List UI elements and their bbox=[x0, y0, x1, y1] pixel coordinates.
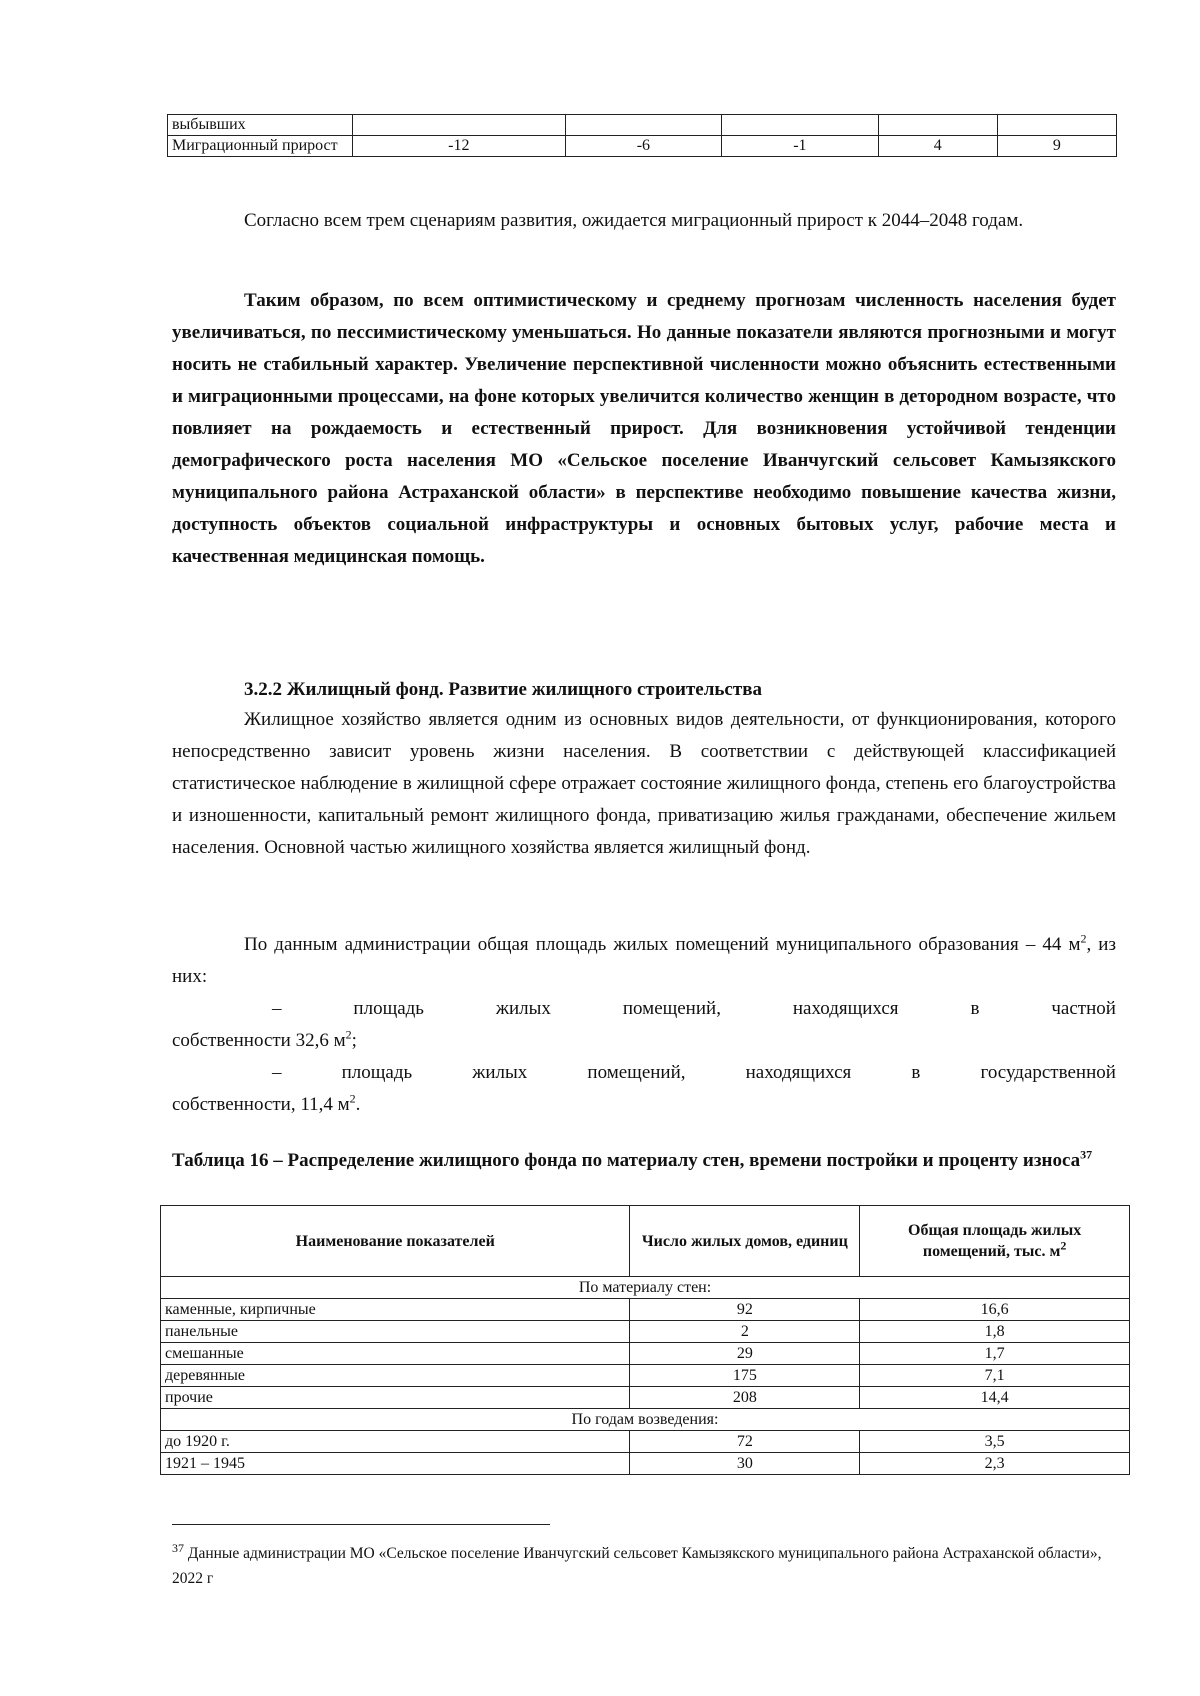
row-area: 7,1 bbox=[860, 1365, 1130, 1387]
row-area: 3,5 bbox=[860, 1431, 1130, 1453]
table-cell bbox=[997, 115, 1116, 136]
table-cell bbox=[353, 115, 566, 136]
total-area-text: По данным администрации общая площадь жилых помещений муниципального образования – 44 м bbox=[244, 934, 1081, 955]
section-label: По материалу стен: bbox=[161, 1277, 1130, 1299]
row-name: смешанные bbox=[161, 1343, 630, 1365]
row-label: Миграционный прирост bbox=[168, 136, 353, 157]
row-name: деревянные bbox=[161, 1365, 630, 1387]
list-word: жилых bbox=[472, 1062, 528, 1083]
column-header: Число жилых домов, единиц bbox=[630, 1206, 860, 1277]
row-label: выбывших bbox=[168, 115, 353, 136]
row-count: 29 bbox=[630, 1343, 860, 1365]
list-item bbox=[172, 1057, 1116, 1089]
migration-table bbox=[167, 114, 1117, 157]
superscript: 2 bbox=[1080, 931, 1087, 946]
row-count: 175 bbox=[630, 1365, 860, 1387]
paragraph-total-area bbox=[172, 929, 1116, 993]
table-row bbox=[161, 1343, 1130, 1365]
table-cell bbox=[878, 115, 997, 136]
footnote-text: Данные администрации МО «Сельское поселение Иванчугский сельсовет Камызякского муниципального района Астраханской области», 2022 г bbox=[172, 1545, 1102, 1587]
row-count: 2 bbox=[630, 1321, 860, 1343]
list-item bbox=[172, 993, 1116, 1025]
row-area: 1,7 bbox=[860, 1343, 1130, 1365]
superscript: 2 bbox=[345, 1027, 352, 1042]
row-name: панельные bbox=[161, 1321, 630, 1343]
table-cell bbox=[722, 115, 879, 136]
paragraph-housing: Жилищное хозяйство является одним из основных видов деятельности, от функционирования, которого непосредственно зависит уровень жизни населения. В соответствии с действующей классификацией статистическое наблюдение в жилищной сфере отражает состояние жилищного фонда, степень его благоустройства и изношенности, капитальный ремонт жилищного фонда, приватизацию жилья гражданами, обеспечение жильем населения. Основной частью жилищного хозяйства является жилищный фонд. bbox=[172, 709, 1116, 858]
table-row bbox=[161, 1299, 1130, 1321]
row-count: 208 bbox=[630, 1387, 860, 1409]
table-row bbox=[168, 115, 1117, 136]
row-area: 14,4 bbox=[860, 1387, 1130, 1409]
table-row bbox=[161, 1321, 1130, 1343]
table-row bbox=[161, 1365, 1130, 1387]
footnote bbox=[172, 1541, 1116, 1591]
total-area-tail: , из них: bbox=[172, 934, 1116, 987]
superscript: 2 bbox=[349, 1091, 356, 1106]
section-label: По годам возведения: bbox=[161, 1409, 1130, 1431]
list-word: помещений, bbox=[622, 998, 721, 1019]
list-word: находящихся bbox=[745, 1062, 852, 1083]
table-cell bbox=[565, 115, 722, 136]
row-name: прочие bbox=[161, 1387, 630, 1409]
row-count: 92 bbox=[630, 1299, 860, 1321]
footnote-number: 37 bbox=[172, 1540, 184, 1555]
row-area: 16,6 bbox=[860, 1299, 1130, 1321]
table-cell: 9 bbox=[997, 136, 1116, 157]
table-row bbox=[161, 1387, 1130, 1409]
table-caption-text: Таблица 16 – Распределение жилищного фонда по материалу стен, времени постройки и проценту износа bbox=[172, 1150, 1081, 1171]
table-cell: -12 bbox=[353, 136, 566, 157]
list-word: государственной bbox=[980, 1062, 1116, 1083]
housing-stock-table bbox=[160, 1205, 1130, 1475]
list-item-continuation bbox=[172, 1025, 1116, 1057]
table-caption bbox=[172, 1148, 1116, 1174]
list-word: площадь bbox=[353, 998, 424, 1019]
paragraph-migration-summary: Согласно всем трем сценариям развития, ожидается миграционный прирост к 2044–2048 годам. bbox=[244, 210, 1024, 231]
superscript: 2 bbox=[1060, 1238, 1067, 1253]
table-cell: -6 bbox=[565, 136, 722, 157]
list-word: в bbox=[970, 998, 980, 1019]
list-tail: ; bbox=[351, 1030, 357, 1051]
table-header-row bbox=[161, 1206, 1130, 1277]
row-name: каменные, кирпичные bbox=[161, 1299, 630, 1321]
list-text: собственности, 11,4 м bbox=[172, 1094, 350, 1115]
table-section-row bbox=[161, 1409, 1130, 1431]
paragraph-conclusion: Таким образом, по всем оптимистическому и среднему прогнозам численность населения будет увеличиваться, по пессимистическому уменьшаться. Но данные показатели являются прогнозными и могут носить не стабильный характер. Увеличение перспективной численности можно объяснить естественными и миграционными процессами, на фоне которых увеличится количество женщин в детородном возрасте, что повлияет на рождаемость и естественный прирост. Для возникновения устойчивой тенденции демографического роста населения МО «Сельское поселение Иванчугский сельсовет Камызякского муниципального района Астраханской области» в перспективе необходимо повышение качества жизни, доступность объектов социальной инфраструктуры и основных бытовых услуг, рабочие места и качественная медицинская помощь. bbox=[172, 290, 1116, 567]
table-section-row bbox=[161, 1277, 1130, 1299]
column-header-text: Общая площадь жилых помещений, тыс. м bbox=[908, 1222, 1082, 1260]
footnote-ref: 37 bbox=[1080, 1147, 1093, 1162]
table-row bbox=[161, 1453, 1130, 1475]
table-cell: -1 bbox=[722, 136, 879, 157]
row-count: 72 bbox=[630, 1431, 860, 1453]
section-heading: 3.2.2 Жилищный фонд. Развитие жилищного строительства bbox=[244, 679, 762, 700]
list-word: в bbox=[911, 1062, 921, 1083]
footnote-separator bbox=[172, 1524, 550, 1525]
row-count: 30 bbox=[630, 1453, 860, 1475]
list-dash: – bbox=[272, 1062, 282, 1083]
list-tail: . bbox=[355, 1094, 361, 1115]
list-item-continuation bbox=[172, 1089, 1116, 1121]
table-row bbox=[168, 136, 1117, 157]
table-cell: 4 bbox=[878, 136, 997, 157]
list-word: площадь bbox=[341, 1062, 413, 1083]
list-word: находящихся bbox=[792, 998, 899, 1019]
list-word: частной bbox=[1051, 998, 1116, 1019]
list-dash: – bbox=[272, 998, 282, 1019]
column-header bbox=[860, 1206, 1130, 1277]
list-word: помещений, bbox=[587, 1062, 686, 1083]
row-area: 1,8 bbox=[860, 1321, 1130, 1343]
row-name: до 1920 г. bbox=[161, 1431, 630, 1453]
row-name: 1921 – 1945 bbox=[161, 1453, 630, 1475]
list-word: жилых bbox=[495, 998, 551, 1019]
table-row bbox=[161, 1431, 1130, 1453]
list-text: собственности 32,6 м bbox=[172, 1030, 346, 1051]
row-area: 2,3 bbox=[860, 1453, 1130, 1475]
column-header: Наименование показателей bbox=[161, 1206, 630, 1277]
